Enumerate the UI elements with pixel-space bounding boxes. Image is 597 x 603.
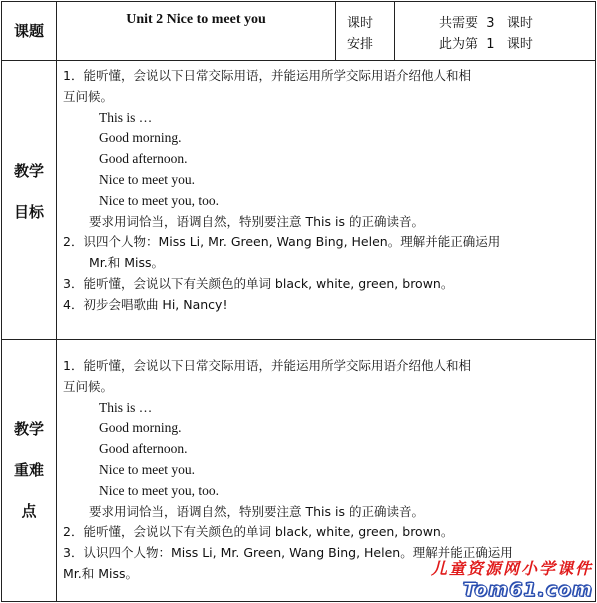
- phrase-line: Good morning.: [99, 420, 182, 436]
- phrase-line: Nice to meet you, too.: [99, 192, 219, 208]
- current-period: 此为第 1 课时: [439, 37, 533, 52]
- phrase-line: This is …: [99, 399, 153, 415]
- key-points-label-line3: 点: [21, 501, 37, 520]
- key-points-label-line2: 重难: [13, 460, 44, 479]
- objectives-label-cell: [2, 150, 56, 234]
- key-points-content: [63, 356, 593, 585]
- phrase-line: Nice to meet you.: [99, 461, 195, 477]
- watermark-site-name: 儿童资源网小学课件: [430, 559, 593, 578]
- period-label-line2: 安排: [347, 37, 374, 52]
- table-border-bottom: [1, 601, 596, 602]
- objectives-label-line2: 目标: [13, 203, 44, 221]
- site-watermark: [383, 556, 593, 600]
- objectives-label-line1: 教学: [13, 162, 44, 180]
- row-divider-objectives: [1, 339, 596, 340]
- title-cell: [57, 2, 335, 60]
- table-border-right: [595, 1, 596, 602]
- phrase-line: This is …: [99, 109, 153, 125]
- topic-label-cell: [2, 2, 56, 60]
- phrase-line: Good afternoon.: [99, 151, 188, 167]
- key-point-line: 要求用词恰当，语调自然，特别要注意 This is 的正确读音。: [89, 503, 424, 519]
- period-label-cell: [336, 2, 394, 60]
- key-points-label-line1: 教学: [13, 419, 44, 438]
- row-divider-header: [1, 60, 596, 61]
- key-point-line: Mr.和 Miss。: [63, 565, 139, 581]
- key-point-line: 互问候。: [63, 378, 114, 394]
- period-label-line1: 课时: [347, 16, 374, 31]
- total-periods: 共需要 3 课时: [439, 16, 533, 31]
- key-point-line: 2．能听懂，会说以下有关颜色的单词 black, white, green, brown。: [63, 524, 454, 540]
- key-point-line: 3．认识四个人物：Miss Li, Mr. Green, Wang Bing, Helen。理解并能正确运用: [63, 545, 513, 561]
- key-point-line: 1．能听懂，会说以下日常交际用语，并能运用所学交际用语介绍他人和相: [63, 358, 471, 373]
- lesson-title: Unit 2 Nice to meet you: [126, 12, 266, 27]
- objective-line: 2．识四个人物：Miss Li, Mr. Green, Wang Bing, Helen。理解并能正确运用: [63, 234, 501, 250]
- objectives-content: [63, 66, 593, 316]
- column-divider-label: [56, 1, 57, 602]
- phrase-line: Nice to meet you, too.: [99, 482, 219, 498]
- watermark-domain: Tom61.com: [462, 579, 593, 601]
- period-count-cell: [395, 2, 595, 60]
- objective-line: 1．能听懂，会说以下日常交际用语，并能运用所学交际用语介绍他人和相: [63, 68, 471, 83]
- phrase-line: Good afternoon.: [99, 441, 188, 457]
- objective-line: Mr.和 Miss。: [89, 255, 165, 271]
- topic-label: 课题: [13, 21, 44, 40]
- objective-line: 互问候。: [63, 88, 114, 104]
- phrase-line: Good morning.: [99, 130, 182, 146]
- key-points-label-cell: [2, 408, 56, 532]
- objective-line: 4．初步会唱歌曲 Hi, Nancy!: [63, 296, 228, 312]
- phrase-line: Nice to meet you.: [99, 171, 195, 187]
- objective-line: 3．能听懂，会说以下有关颜色的单词 black, white, green, brown。: [63, 275, 454, 291]
- objective-line: 要求用词恰当，语调自然，特别要注意 This is 的正确读音。: [89, 213, 424, 229]
